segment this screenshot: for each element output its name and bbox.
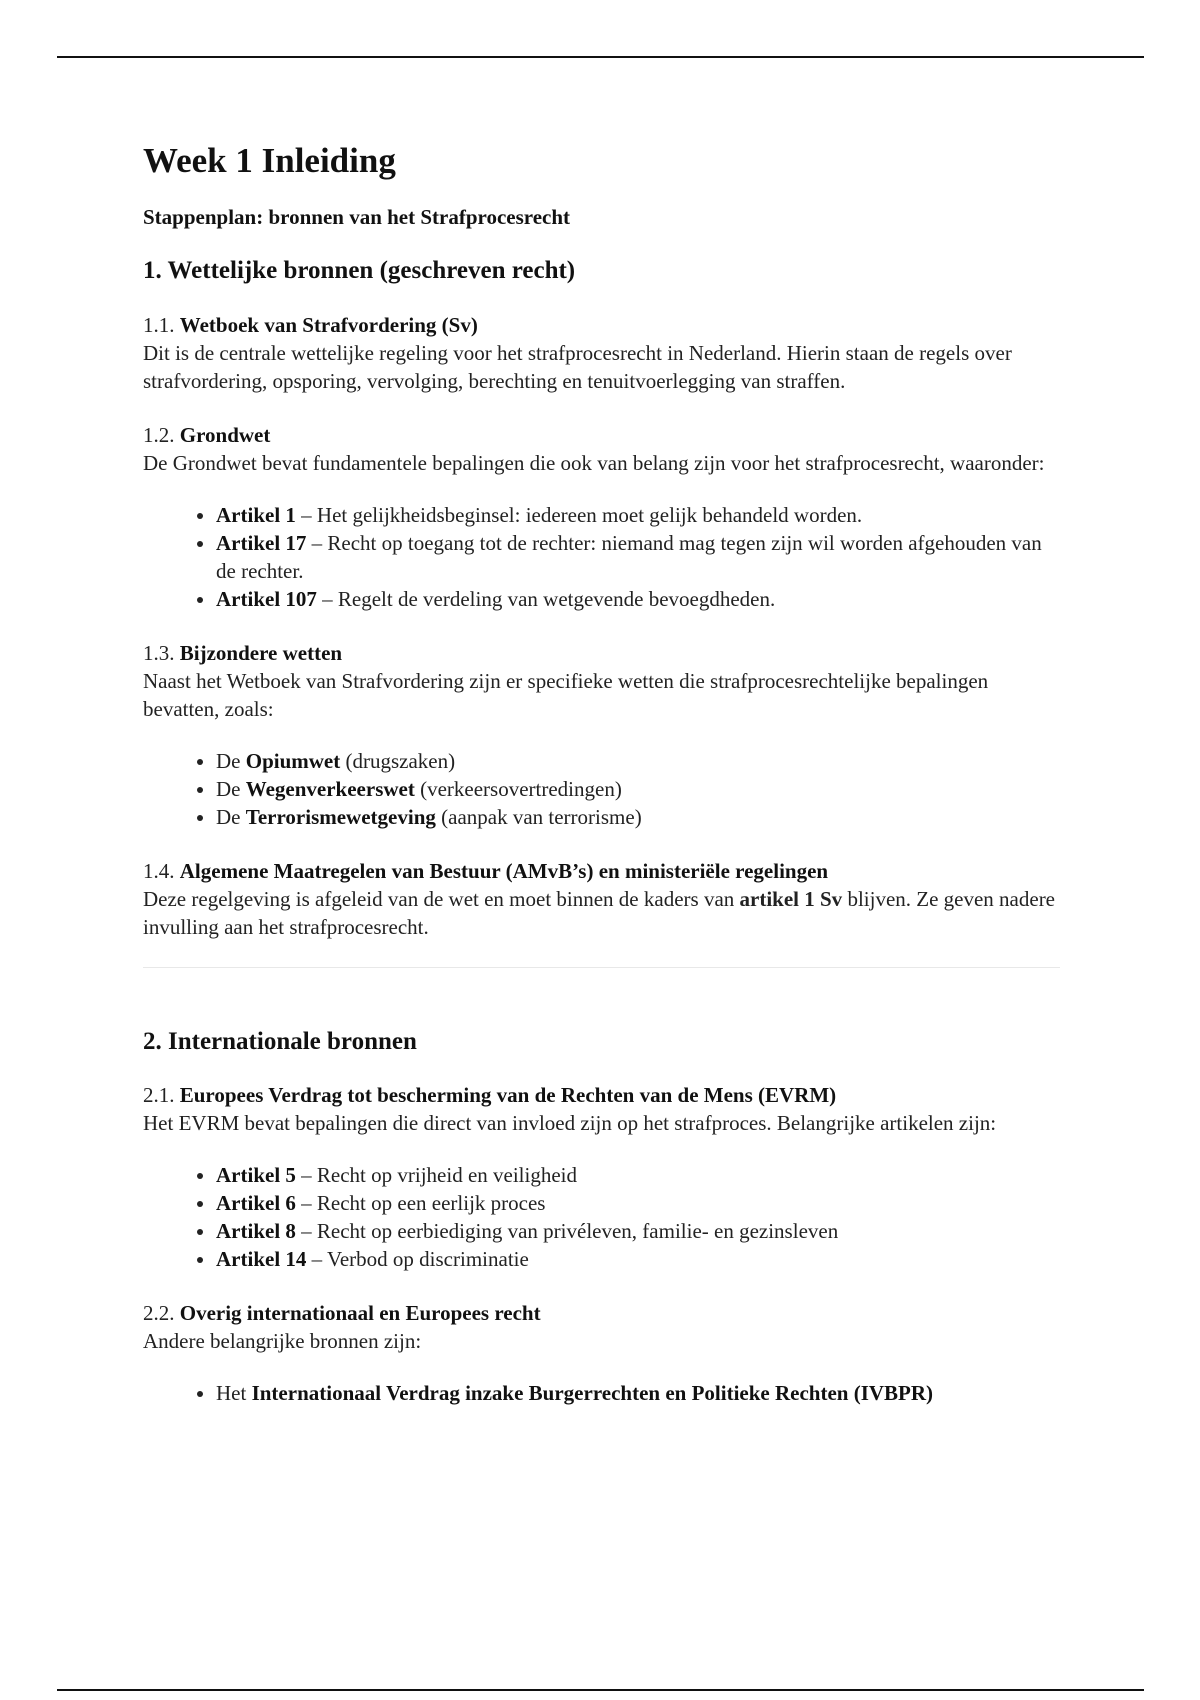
subsection-title: Wetboek van Strafvordering (Sv)	[179, 312, 478, 337]
page-title: Week 1 Inleiding	[143, 141, 396, 180]
law-name: Opiumwet	[245, 748, 341, 773]
article-label: Artikel 17	[216, 530, 307, 555]
article-description: – Verbod op discriminatie	[306, 1246, 529, 1271]
article-description: – Recht op toegang tot de rechter: niemand mag tegen zijn wil worden afgehouden van de rechter.	[216, 530, 1042, 583]
subsection-title: Bijzondere wetten	[179, 640, 343, 665]
article-description: – Recht op eerbiediging van privéleven, familie- en gezinsleven	[295, 1218, 839, 1243]
subsection-text: Andere belangrijke bronnen zijn:	[143, 1328, 422, 1353]
subsection-text-start: Deze regelgeving is afgeleid van de wet en moet binnen de kaders van	[143, 886, 740, 911]
subsection-title: Europees Verdrag tot bescherming van de Rechten van de Mens (EVRM)	[179, 1082, 837, 1107]
section-heading-internationale-bronnen: 2. Internationale bronnen	[143, 1027, 417, 1055]
list-item	[216, 529, 1063, 585]
article-label: Artikel 8	[216, 1218, 296, 1243]
law-name: Terrorismewetgeving	[245, 804, 436, 829]
subsection-text: Naast het Wetboek van Strafvordering zijn er specifieke wetten die strafprocesrechtelijke bepalingen bevatten, zoals:	[143, 668, 989, 721]
list-item	[216, 1161, 1063, 1189]
evrm-article-list	[143, 1161, 1063, 1273]
article-label: Artikel 14	[216, 1246, 307, 1271]
list-item	[216, 1189, 1063, 1217]
list-item-prefix: De	[216, 776, 246, 801]
subsection-number: 2.2.	[143, 1300, 180, 1325]
subsection-text: De Grondwet bevat fundamentele bepalingen die ook van belang zijn voor het strafprocesrecht, waaronder:	[143, 450, 1045, 475]
section-heading-wettelijke-bronnen: 1. Wettelijke bronnen (geschreven recht)	[143, 257, 576, 285]
subsection-text-end: blijven. Ze geven nadere invulling aan het strafprocesrecht.	[143, 886, 1056, 939]
article-description: – Het gelijkheidsbeginsel: iedereen moet gelijk behandeld worden.	[295, 502, 863, 527]
overig-recht-list	[143, 1379, 1063, 1407]
subsection-grondwet	[143, 421, 1063, 477]
list-item	[216, 585, 1063, 613]
list-item	[216, 501, 1063, 529]
list-item-prefix: De	[216, 748, 246, 773]
law-description: (verkeersovertredingen)	[414, 776, 622, 801]
subsection-wetboek-van-strafvordering	[143, 311, 1063, 395]
list-item	[216, 1217, 1063, 1245]
list-item	[216, 775, 1063, 803]
subsection-number: 1.1.	[143, 312, 180, 337]
subsection-title: Grondwet	[179, 422, 271, 447]
law-description: (aanpak van terrorisme)	[435, 804, 642, 829]
article-label: Artikel 107	[216, 586, 317, 611]
subsection-evrm	[143, 1081, 1063, 1137]
grondwet-article-list	[143, 501, 1063, 613]
treaty-name: Internationaal Verdrag inzake Burgerrechten en Politieke Rechten (IVBPR)	[251, 1380, 934, 1405]
document-body	[143, 140, 1063, 1433]
page-top-rule	[57, 56, 1144, 58]
article-description: – Recht op vrijheid en veiligheid	[295, 1162, 578, 1187]
article-label: Artikel 5	[216, 1162, 296, 1187]
list-item-prefix: De	[216, 804, 246, 829]
subsection-title: Overig internationaal en Europees recht	[179, 1300, 541, 1325]
document-subtitle: Stappenplan: bronnen van het Strafprocesrecht	[143, 205, 571, 229]
subsection-amvb	[143, 857, 1063, 941]
subsection-text-bold: artikel 1 Sv	[739, 886, 843, 911]
list-item	[216, 803, 1063, 831]
page-bottom-rule	[57, 1689, 1144, 1691]
list-item-prefix: Het	[216, 1380, 252, 1405]
subsection-title: Algemene Maatregelen van Bestuur (AMvB’s) en ministeriële regelingen	[179, 858, 829, 883]
subsection-number: 1.4.	[143, 858, 180, 883]
list-item	[216, 747, 1063, 775]
list-item	[216, 1379, 1063, 1407]
subsection-number: 2.1.	[143, 1082, 180, 1107]
article-label: Artikel 1	[216, 502, 296, 527]
subsection-text: Het EVRM bevat bepalingen die direct van invloed zijn op het strafproces. Belangrijke artikelen zijn:	[143, 1110, 997, 1135]
section-divider	[143, 967, 1060, 968]
law-name: Wegenverkeerswet	[245, 776, 415, 801]
subsection-bijzondere-wetten	[143, 639, 1063, 723]
article-label: Artikel 6	[216, 1190, 296, 1215]
list-item	[216, 1245, 1063, 1273]
article-description: – Recht op een eerlijk proces	[295, 1190, 546, 1215]
law-description: (drugszaken)	[340, 748, 456, 773]
bijzondere-wetten-list	[143, 747, 1063, 831]
subsection-number: 1.3.	[143, 640, 180, 665]
subsection-number: 1.2.	[143, 422, 180, 447]
subsection-overig-recht	[143, 1299, 1063, 1355]
subsection-text: Dit is de centrale wettelijke regeling voor het strafprocesrecht in Nederland. Hierin staan de regels over strafvordering, opsporing, vervolging, berechting en tenuitvoerlegging van straffen.	[143, 340, 1012, 393]
article-description: – Regelt de verdeling van wetgevende bevoegdheden.	[316, 586, 776, 611]
